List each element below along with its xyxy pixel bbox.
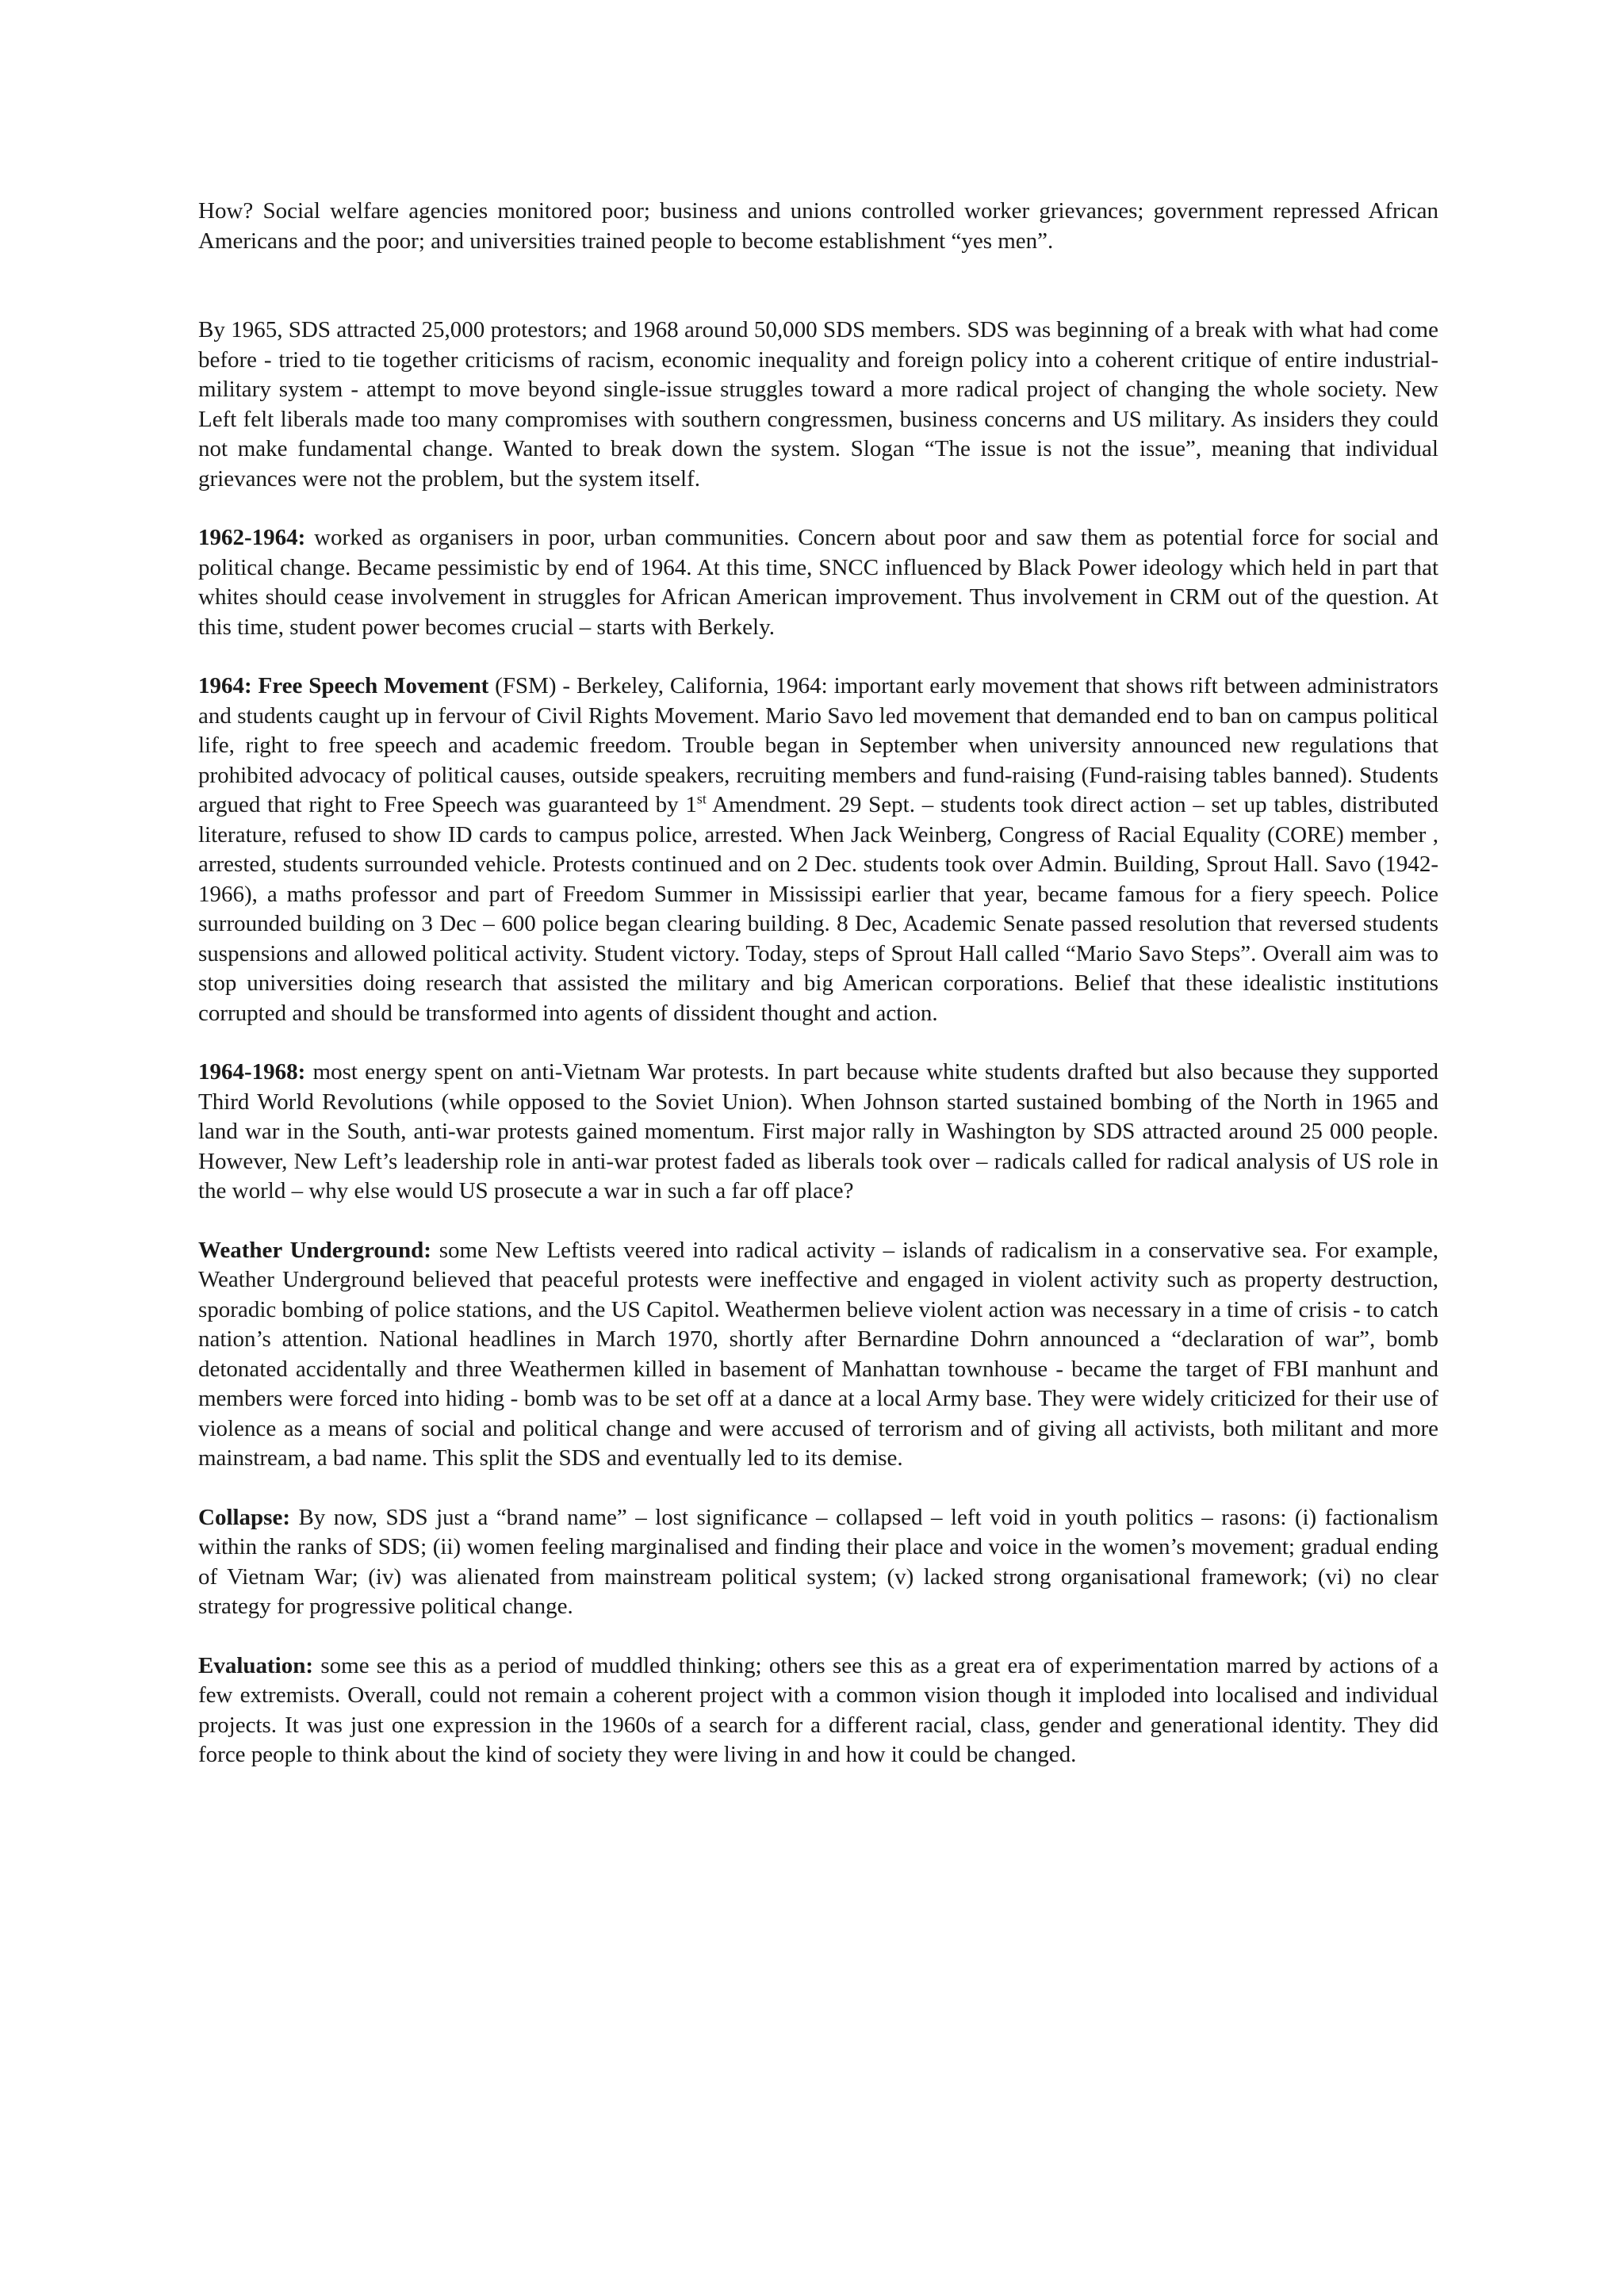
paragraph-text: (FSM) - Berkeley, California, 1964: important early movement that shows rift between administrators and students caught up in fervour of Civil Rights Movement. Mario Savo led movement that demanded end to ban on campus political life, right to free speech and academic freedom. Trouble began in September when university announced new regulations that prohibited advocacy of political causes, outside speakers, recruiting members and fund-raising (Fund-raising tables banned). Students argued that right to Free Speech was guaranteed by 1 [198,673,1438,817]
paragraph-how [198,197,1438,256]
paragraph-free-speech-movement [198,672,1438,1028]
paragraph-text: some see this as a period of muddled thinking; others see this as a great era of experimentation marred by actions of a few extremists. Overall, could not remain a coherent project with a common vision though it imploded into localised and individual projects. It was just one expression in the 1960s of a search for a different racial, class, gender and generational identity. They did force people to think about the kind of society they were living in and how it could be changed. [198,1652,1438,1767]
paragraph-heading: 1964-1968: [198,1059,306,1085]
paragraph-heading: Collapse: [198,1504,290,1530]
paragraph-text: How? Social welfare agencies monitored poor; business and unions controlled worker grievances; government repressed African Americans and the poor; and universities trained people to become establishment “yes men”. [198,198,1438,254]
paragraph-weather-underground [198,1236,1438,1474]
paragraph-text: some New Leftists veered into radical activity – islands of radicalism in a conservative sea. For example, Weather Underground believed that peaceful protests were ineffective and engaged in violent activity such as property destruction, sporadic bombing of police stations, and the US Capitol. Weathermen believe violent action was necessary in a time of crisis - to catch nation’s attention. National headlines in March 1970, shortly after Bernardine Dohrn announced a “declaration of war”, bomb detonated accidentally and three Weathermen killed in basement of Manhattan townhouse - became the target of FBI manhunt and members were forced into hiding - bomb was to be set off at a dance at a local Army base. They were widely criticized for their use of violence as a means of social and political change and were accused of terrorism and of giving all activists, both militant and more mainstream, a bad name. This split the SDS and eventually led to its demise. [198,1237,1439,1471]
paragraph-text: By now, SDS just a “brand name” – lost significance – collapsed – left void in youth politics – rasons: (i) factionalism within the ranks of SDS; (ii) women feeling marginalised and finding their place and voice in the women’s movement; gradual ending of Vietnam War; (iv) was alienated from mainstream political system; (v) lacked strong organisational framework; (vi) no clear strategy for progressive political change. [198,1504,1438,1619]
paragraph-text-continued: Amendment. 29 Sept. – students took direct action – set up tables, distributed literature, refused to show ID cards to campus police, arrested. When Jack Weinberg, Congress of Racial Equality (CORE) member , arrested, students surrounded vehicle. Protests continued and on 2 Dec. students took over Admin. Building, Sprout Hall. Savo (1942-1966), a maths professor and part of Freedom Summer in Mississipi earlier that year, became famous for a fiery speech. Police surrounded building on 3 Dec – 600 police began clearing building. 8 Dec, Academic Senate passed resolution that reversed students suspensions and allowed political activity. Student victory. Today, steps of Sprout Hall called “Mario Savo Steps”. Overall aim was to stop universities doing research that assisted the military and big American corporations. Belief that these idealistic institutions corrupted and should be transformed into agents of dissident thought and action. [198,792,1439,1026]
paragraph-sds-growth [198,316,1438,494]
superscript-ordinal: st [696,790,707,807]
paragraph-heading: Evaluation: [198,1652,314,1678]
paragraph-text: most energy spent on anti-Vietnam War protests. In part because white students drafted but also because they supported Third World Revolutions (while opposed to the Soviet Union). When Johnson started sustained bombing of the North in 1965 and land war in the South, anti-war protests gained momentum. First major rally in Washington by SDS attracted around 25 000 people. However, New Left’s leadership role in anti-war protest faded as liberals took over – radicals called for radical analysis of US role in the world – why else would US prosecute a war in such a far off place? [198,1059,1438,1203]
paragraph-text: By 1965, SDS attracted 25,000 protestors; and 1968 around 50,000 SDS members. SDS was beginning of a break with what had come before - tried to tie together criticisms of racism, economic inequality and foreign policy into a coherent critique of entire industrial-military system - attempt to move beyond single-issue struggles toward a more radical project of changing the whole society. New Left felt liberals made too many compromises with southern congressmen, business concerns and US military. As insiders they could not make fundamental change. Wanted to break down the system. Slogan “The issue is not the issue”, meaning that individual grievances were not the problem, but the system itself. [198,317,1438,492]
paragraph-collapse [198,1503,1438,1622]
paragraph-evaluation [198,1651,1438,1770]
paragraph-heading: 1962-1964: [198,525,306,550]
paragraph-1964-1968 [198,1058,1438,1207]
paragraph-heading: Weather Underground: [198,1237,431,1263]
paragraph-text: worked as organisers in poor, urban communities. Concern about poor and saw them as potential force for social and political change. Became pessimistic by end of 1964. At this time, SNCC influenced by Black Power ideology which held in part that whites should cease involvement in struggles for African American improvement. Thus involvement in CRM out of the question. At this time, student power becomes crucial – starts with Berkely. [198,525,1438,640]
paragraph-1962-1964 [198,523,1438,642]
paragraph-heading: 1964: Free Speech Movement [198,673,489,698]
document-page [198,197,1438,1770]
